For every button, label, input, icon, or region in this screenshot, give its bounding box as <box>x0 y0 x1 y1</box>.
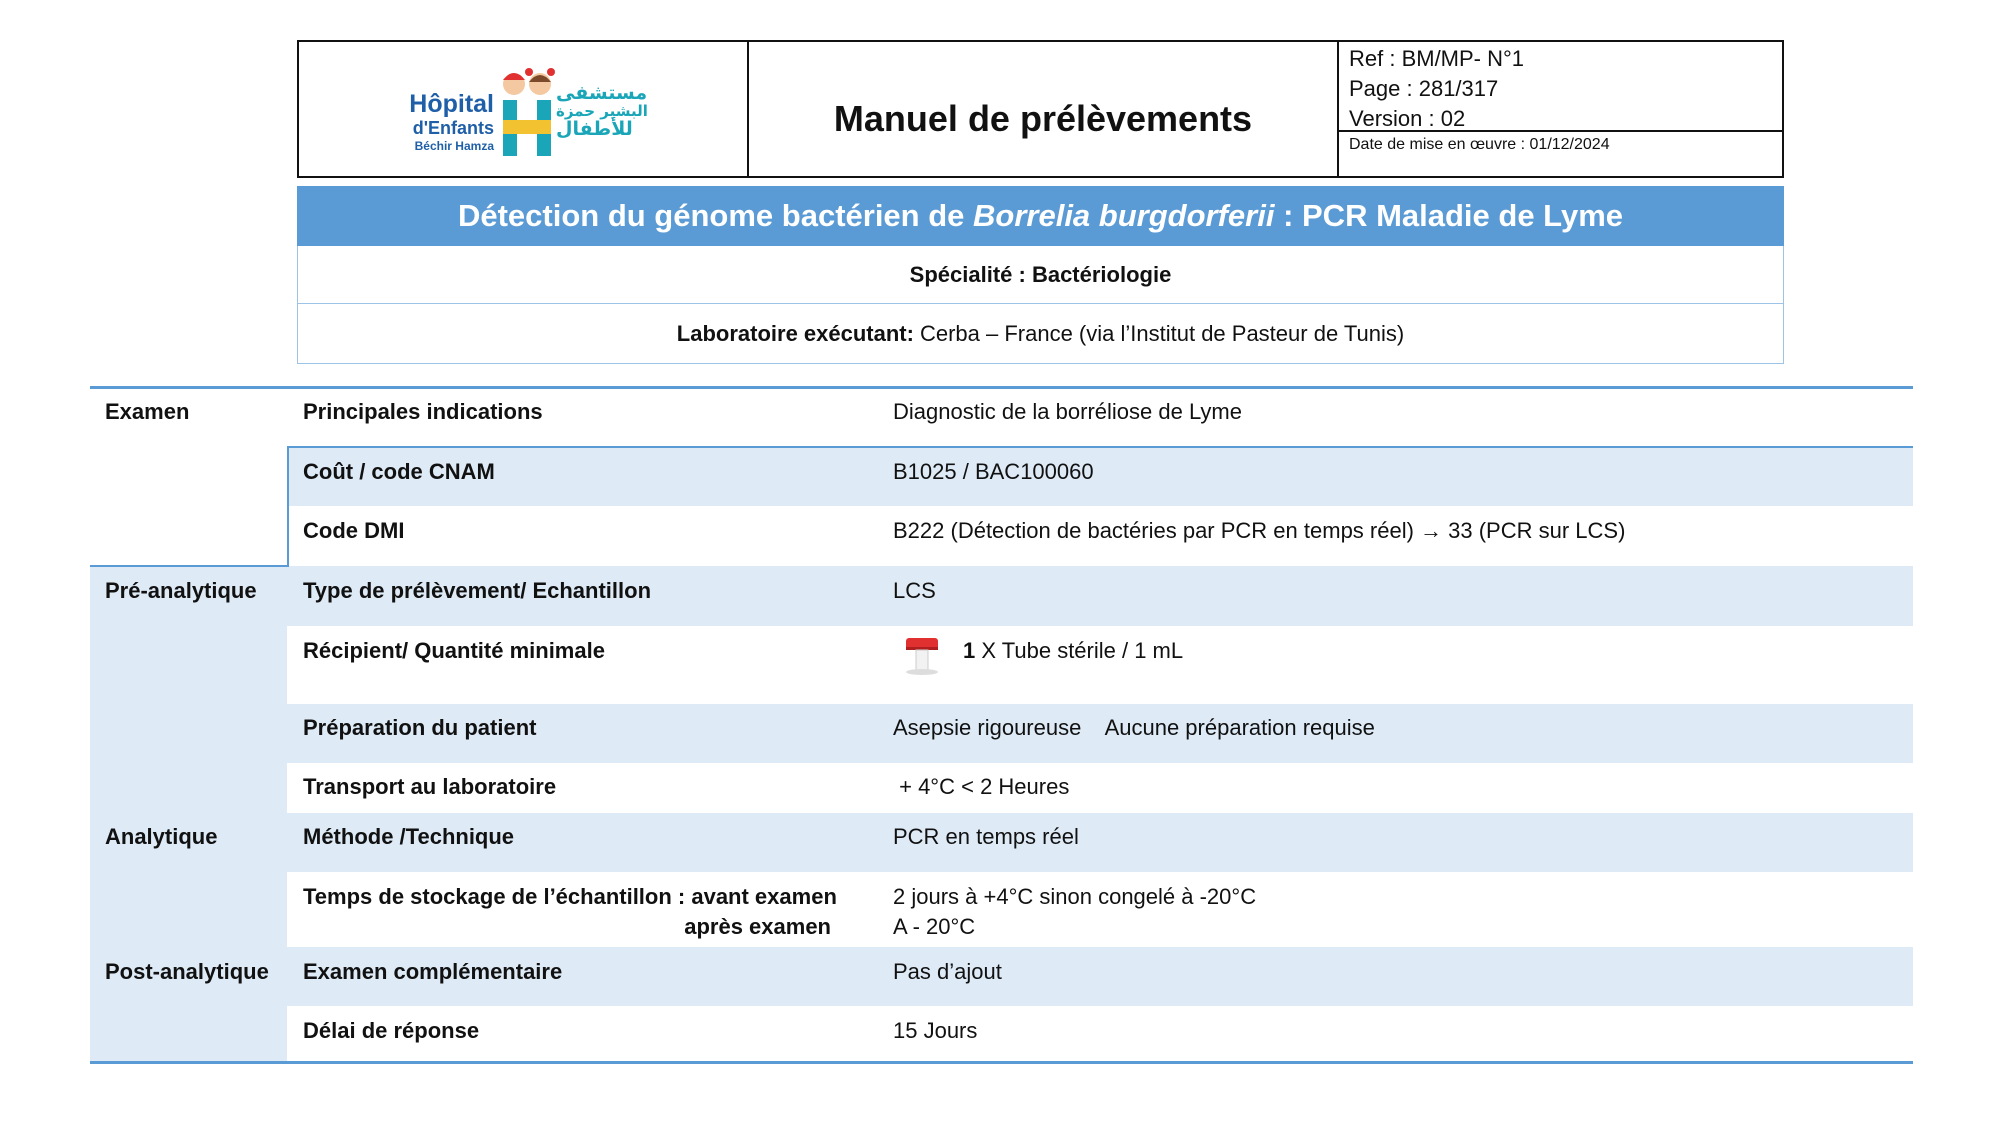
row-value: Pas d’ajout <box>893 959 1002 984</box>
row-divider <box>287 446 1913 448</box>
laboratory-label: Laboratoire exécutant: <box>676 320 914 346</box>
logo-arabic-text: مستشفى البشير حمزة للأطفال <box>556 82 648 140</box>
page-number: Page : 281/317 <box>1349 76 1499 101</box>
exam-title-species: Borrelia burgdorferii <box>973 198 1275 233</box>
row-label: Principales indications <box>303 399 543 424</box>
executing-laboratory <box>297 304 1784 364</box>
document-header <box>297 40 1784 178</box>
hospital-logo <box>404 62 648 162</box>
row-value: 2 jours à +4°C sinon congelé à -20°C <box>893 884 1257 909</box>
specialty: Spécialité : Bactériologie <box>297 246 1784 304</box>
row-value: 15 Jours <box>893 1018 978 1043</box>
exam-title-prefix: Détection du génome bactérien de <box>457 198 974 233</box>
row-label: Préparation du patient <box>303 715 537 740</box>
row-value: Asepsie rigoureuse Aucune préparation requise <box>893 715 1375 740</box>
row-label: Examen complémentaire <box>303 959 563 984</box>
row-label: Méthode /Technique <box>303 824 515 849</box>
row-label: Type de prélèvement/ Echantillon <box>303 578 652 603</box>
row-label: Code DMI <box>303 518 405 543</box>
category-examen: Examen <box>105 399 190 424</box>
ref-number: Ref : BM/MP- N°1 <box>1349 46 1525 71</box>
row-label: Temps de stockage de l’échantillon : avant examen <box>303 884 837 909</box>
manual-title: Manuel de prélèvements <box>833 98 1253 139</box>
exam-title-suffix: : PCR Maladie de Lyme <box>1274 198 1624 233</box>
row-value-secondary: A - 20°C <box>893 914 976 939</box>
children-h-logo-icon <box>499 62 555 162</box>
row-label-secondary: après examen <box>684 914 831 939</box>
row-value <box>963 638 1183 664</box>
implementation-date: Date de mise en œuvre : 01/12/2024 <box>1349 136 1610 153</box>
row-value: Diagnostic de la borréliose de Lyme <box>893 399 1242 424</box>
category-band <box>90 566 287 1061</box>
tube-description: X Tube stérile / 1 mL <box>975 638 1184 663</box>
row-value: LCS <box>893 578 936 603</box>
row-value: PCR en temps réel <box>893 824 1079 849</box>
laboratory-value: Cerba – France (via l’Institut de Pasteur de Tunis) <box>919 320 1405 346</box>
table-top-rule <box>90 386 1913 389</box>
category-post-analytique: Post-analytique <box>105 959 269 984</box>
row-label: Délai de réponse <box>303 1018 480 1043</box>
manual-title-cell <box>749 42 1339 176</box>
row-value: B222 (Détection de bactéries par PCR en temps réel) → 33 (PCR sur LCS) <box>893 518 1626 543</box>
row-label: Transport au laboratoire <box>303 774 557 799</box>
row-divider <box>90 565 289 567</box>
row-band <box>287 813 1913 872</box>
logo-cell <box>299 42 749 176</box>
row-label: Coût / code CNAM <box>303 459 495 484</box>
column-divider <box>287 446 289 567</box>
row-label: Récipient/ Quantité minimale <box>303 638 605 663</box>
row-value: B1025 / BAC100060 <box>893 459 1094 484</box>
table-bottom-rule <box>90 1061 1913 1064</box>
exam-title <box>297 186 1784 246</box>
reference-cell <box>1339 42 1782 176</box>
row-value: + 4°C < 2 Heures <box>893 774 1070 799</box>
reference-info <box>1339 42 1782 132</box>
version-number: Version : 02 <box>1349 106 1466 131</box>
tube-count: 1 <box>963 638 976 663</box>
logo-french-text: Hôpital d'Enfants Béchir Hamza <box>409 90 494 153</box>
sterile-tube-icon <box>903 636 941 676</box>
row-band <box>287 447 1913 506</box>
category-analytique: Analytique <box>105 824 218 849</box>
exam-details-table <box>90 386 1913 1063</box>
category-pre-analytique: Pré-analytique <box>105 578 257 603</box>
